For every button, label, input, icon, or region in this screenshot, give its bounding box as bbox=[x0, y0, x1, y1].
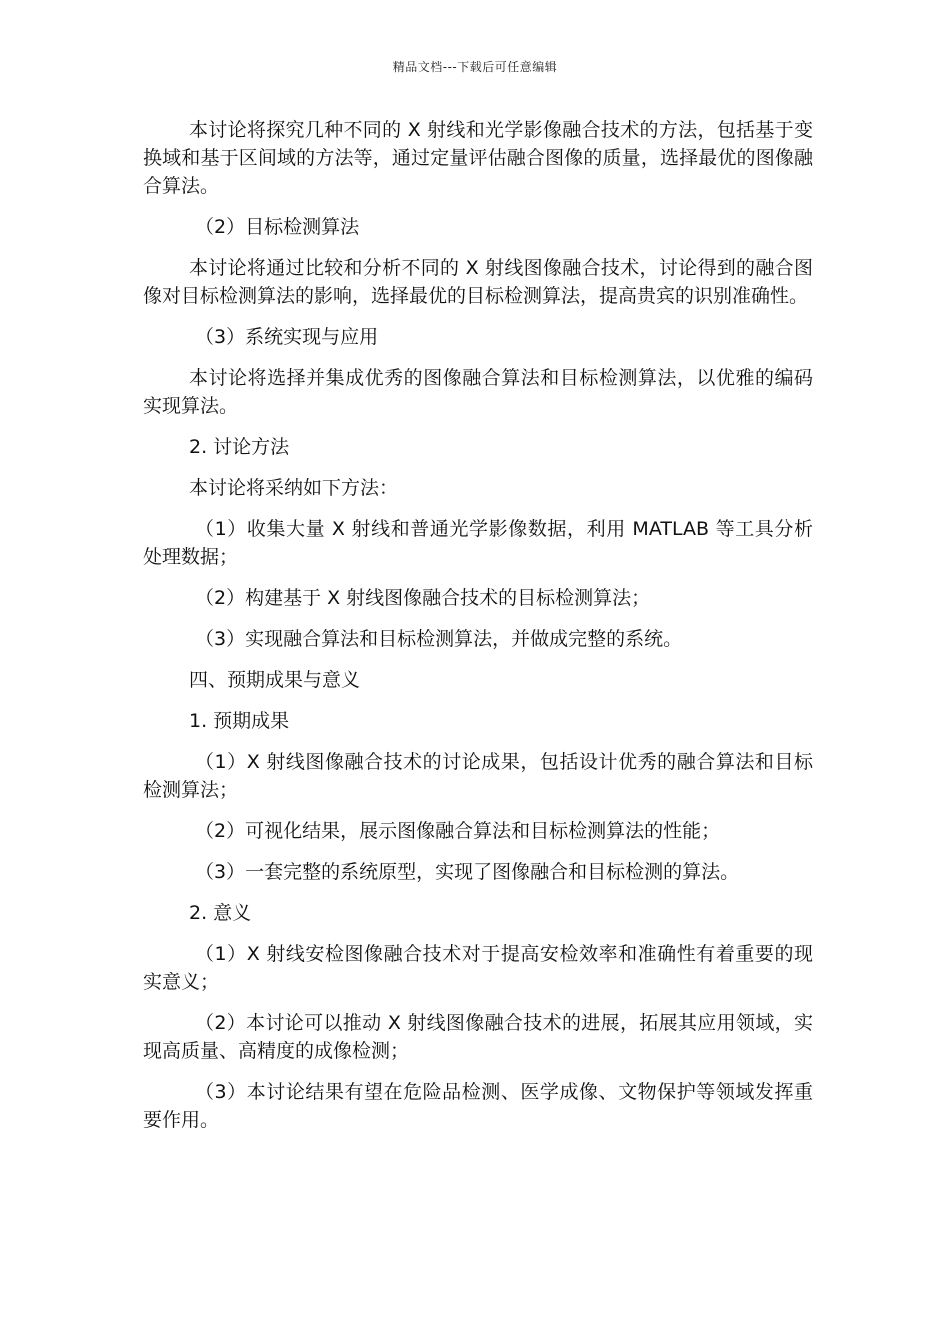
list-item: （2）本讨论可以推动 X 射线图像融合技术的进展，拓展其应用领域，实现高质量、高精度的成像检测； bbox=[143, 1012, 813, 1062]
list-item: （3）实现融合算法和目标检测算法，并做成完整的系统。 bbox=[195, 628, 683, 650]
section-heading: 1. 预期成果 bbox=[189, 710, 290, 732]
list-item: （1）X 射线安检图像融合技术对于提高安检效率和准确性有着重要的现实意义； bbox=[143, 943, 813, 993]
section-heading: 2. 意义 bbox=[189, 902, 252, 924]
list-item: （3）一套完整的系统原型，实现了图像融合和目标检测的算法。 bbox=[195, 861, 740, 883]
section-heading: 2. 讨论方法 bbox=[189, 436, 290, 458]
paragraph: 本讨论将通过比较和分析不同的 X 射线图像融合技术，讨论得到的融合图像对目标检测算法的影响，选择最优的目标检测算法，提高贵宾的识别准确性。 bbox=[143, 257, 813, 307]
paragraph: 本讨论将探究几种不同的 X 射线和光学影像融合技术的方法，包括基于变换域和基于区间域的方法等，通过定量评估融合图像的质量，选择最优的图像融合算法。 bbox=[143, 119, 813, 197]
paragraph: 本讨论将选择并集成优秀的图像融合算法和目标检测算法，以优雅的编码实现算法。 bbox=[143, 367, 813, 417]
section-heading: （2）目标检测算法 bbox=[195, 216, 360, 238]
section-heading: （3）系统实现与应用 bbox=[195, 326, 379, 348]
page-header: 精品文档---下载后可任意编辑 bbox=[392, 60, 558, 74]
list-item: （1）收集大量 X 射线和普通光学影像数据，利用 MATLAB 等工具分析处理数据； bbox=[143, 518, 813, 568]
paragraph: 本讨论将采纳如下方法： bbox=[189, 477, 399, 499]
list-item: （2）可视化结果，展示图像融合算法和目标检测算法的性能； bbox=[195, 820, 721, 842]
document-body bbox=[143, 116, 813, 1147]
section-heading: 四、预期成果与意义 bbox=[189, 669, 361, 691]
list-item: （3）本讨论结果有望在危险品检测、医学成像、文物保护等领域发挥重要作用。 bbox=[143, 1081, 813, 1131]
list-item: （1）X 射线图像融合技术的讨论成果，包括设计优秀的融合算法和目标检测算法； bbox=[143, 751, 813, 801]
list-item: （2）构建基于 X 射线图像融合技术的目标检测算法； bbox=[195, 587, 651, 609]
